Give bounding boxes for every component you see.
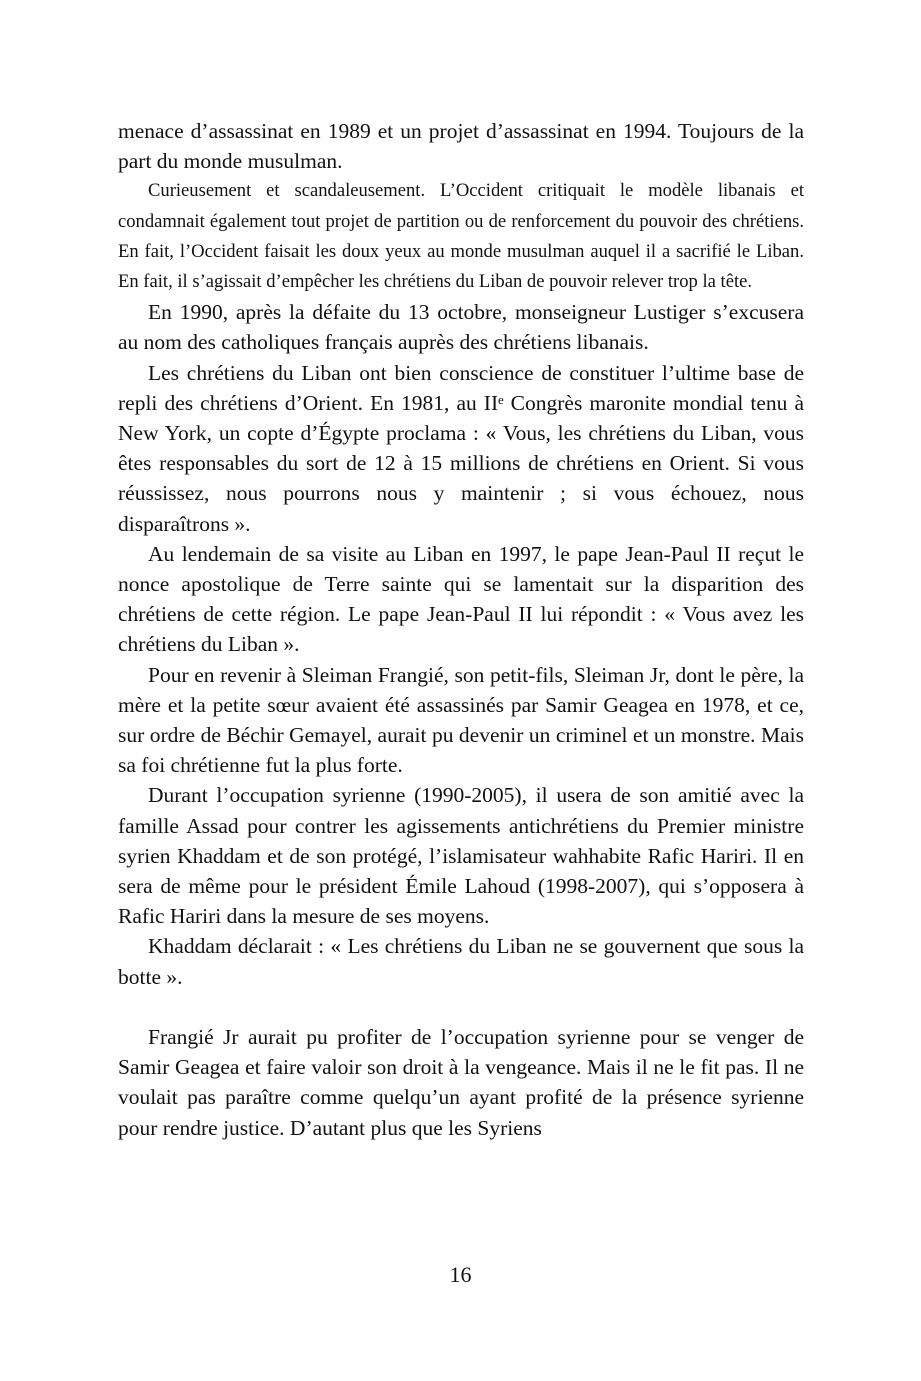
page-number: 16 [449,1262,472,1287]
paragraph-9: Frangié Jr aurait pu profiter de l’occupation syrienne pour se venger de Samir Geagea et faire valoir son droit à la vengeance. Mais il ne le fit pas. Il ne voulait pas paraître comme quelqu’un ayant profité de la présence syrienne pour rendre justice. D’autant plus que les Syriens [118,1024,804,1140]
paragraph-7: Durant l’occupation syrienne (1990-2005), il usera de son amitié avec la famille Assad pour contrer les agissements antichrétiens du Premier ministre syrien Khaddam et de son protégé, l’islamisateur wahhabite Rafic Hariri. Il en sera de même pour le président Émile Lahoud (1998-2007), qui s’opposera à Rafic Hariri dans la mesure de ses moyens. [118,783,804,929]
paragraph-1: menace d’assassinat en 1989 et un projet d’assassinat en 1994. Toujours de la part du monde musulman. [118,119,804,174]
paragraph-5: Au lendemain de sa visite au Liban en 1997, le pape Jean-Paul II reçut le nonce apostolique de Terre sainte qui se lamentait sur la disparition des chrétiens de cette région. Le pape Jean-Paul II lui répondit : « Vous avez les chrétiens du Liban ». [118,541,804,657]
paragraph-3: En 1990, après la défaite du 13 octobre, monseigneur Lustiger s’excusera au nom des catholiques français auprès des chrétiens libanais. [118,300,804,355]
paragraph-8: Khaddam déclarait : « Les chrétiens du Liban ne se gouvernent que sous la botte ». [118,934,804,989]
paragraph-4: Les chrétiens du Liban ont bien conscience de constituer l’ultime base de repli des chrétiens d’Orient. En 1981, au IIᵉ Congrès maronite mondial tenu à New York, un copte d’Égypte proclama : « Vous, les chrétiens du Liban, vous êtes responsables du sort de 12 à 15 millions de chrétiens en Orient. Si vous réussissez, nous pourrons nous y maintenir ; si vous échouez, nous disparaîtrons ». [118,360,804,536]
page-body [118,116,804,1143]
paragraph-2: Curieusement et scandaleusement. L’Occident critiquait le modèle libanais et condamnait également tout projet de partition ou de renforcement du pouvoir des chrétiens. En fait, l’Occident faisait les doux yeux au monde musulman auquel il a sacrifié le Liban. En fait, il s’agissait d’empêcher les chrétiens du Liban de pouvoir relever trop la tête. [118,180,804,293]
paragraph-6: Pour en revenir à Sleiman Frangié, son petit-fils, Sleiman Jr, dont le père, la mère et la petite sœur avaient été assassinés par Samir Geagea en 1978, et ce, sur ordre de Béchir Gemayel, aurait pu devenir un criminel et un monstre. Mais sa foi chrétienne fut la plus forte. [118,662,804,778]
